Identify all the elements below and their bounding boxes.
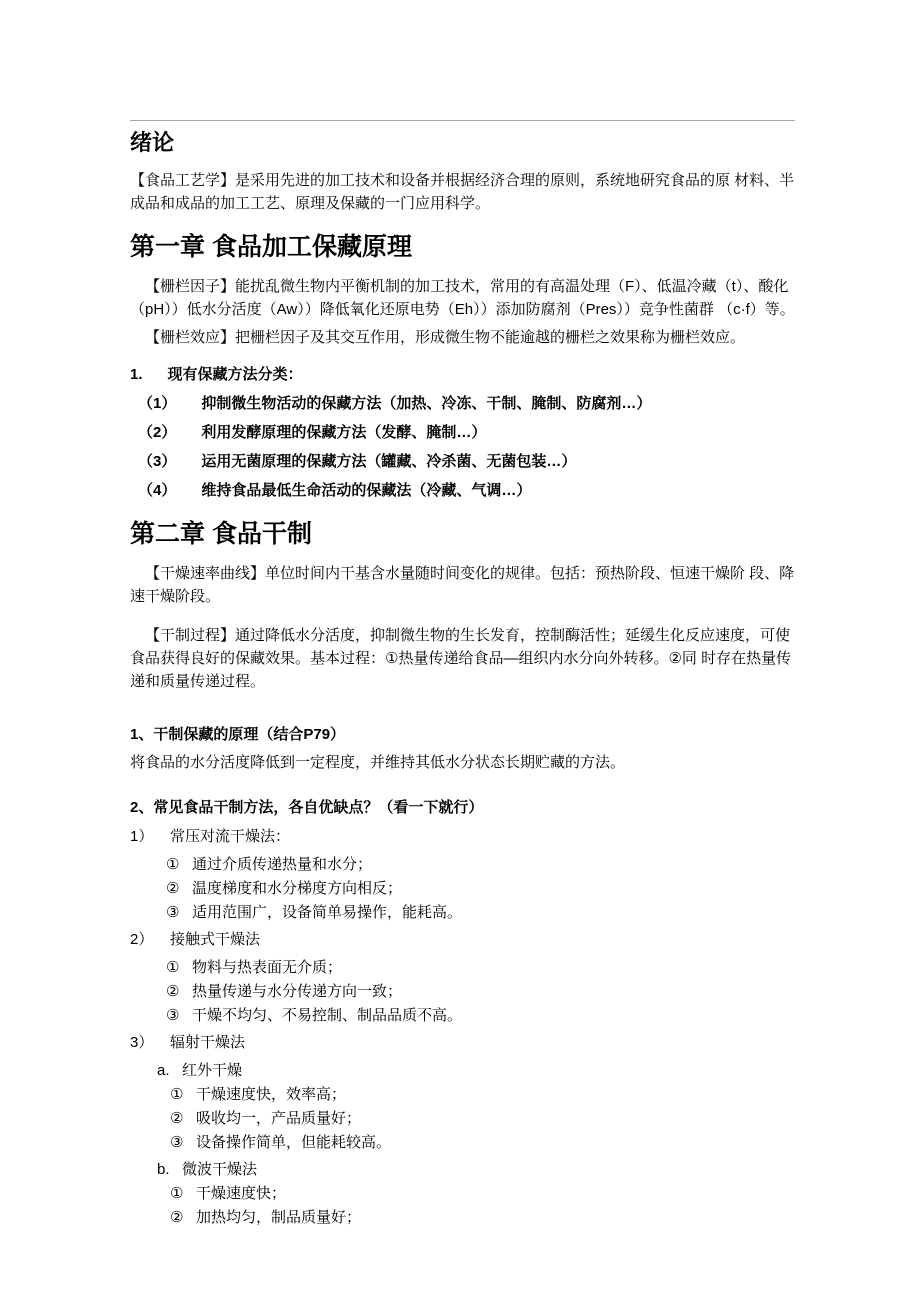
method-1-point-1: ① 通过介质传递热量和水分；: [166, 856, 372, 873]
method-1-point-3: ③ 适用范围广，设备简单易操作，能耗高。: [166, 904, 462, 921]
preservation-methods-heading: 1. 现有保藏方法分类：: [130, 366, 303, 383]
preservation-method-item-4: （4） 维持食品最低生命活动的保藏法（冷藏、气调…）: [138, 482, 532, 499]
method-2-point-1: ① 物料与热表面无介质；: [166, 959, 342, 976]
para-hurdle-effect: 【栅栏效应】把栅栏因子及其交互作用，形成微生物不能逾越的栅栏之效果称为栅栏效应。: [145, 329, 746, 346]
drying-methods-heading: 2、常见食品干制方法，各自优缺点？（看一下就行）: [130, 799, 484, 816]
method-3b-microwave-heading: b. 微波干燥法: [157, 1161, 258, 1178]
para-drying-process: 【干制过程】通过降低水分活度，抑制微生物的生长发育，控制酶活性；延缓生化反应速度，可使食品获得良好的保藏效果。基本过程：①热量传递给食品—组织内水分向外转移。②同 时存在热量传递和质量传递过程。: [130, 627, 792, 690]
method-3b-point-1: ① 干燥速度快；: [170, 1185, 286, 1202]
drying-principle-heading: 1、干制保藏的原理（结合P79）: [130, 726, 346, 743]
header-rule: [130, 120, 795, 121]
para-hurdle-factor: 【栅栏因子】能扰乱微生物内平衡机制的加工技术，常用的有高温处理（F）、低温冷藏（t）、酸化（pH））低水分活度（Aw））降低氧化还原电势（Eh））添加防腐剂（Pres））竞争性菌群 （c·f）等。: [130, 278, 795, 318]
method-3b-point-2: ② 加热均匀，制品质量好；: [170, 1209, 361, 1226]
method-2-contact-heading: 2） 接触式干燥法: [130, 931, 261, 948]
preservation-method-item-2: （2） 利用发酵原理的保藏方法（发酵、腌制…）: [138, 424, 487, 441]
intro-heading: 绪论: [130, 130, 175, 155]
method-3a-infrared-heading: a. 红外干燥: [157, 1062, 243, 1079]
method-1-point-2: ② 温度梯度和水分梯度方向相反；: [166, 880, 402, 897]
method-1-convection-heading: 1） 常压对流干燥法：: [130, 828, 291, 845]
preservation-method-item-1: （1） 抑制微生物活动的保藏方法（加热、冷冻、干制、腌制、防腐剂…）: [138, 395, 652, 412]
method-2-point-3: ③ 干燥不均匀、不易控制、制品品质不高。: [166, 1007, 462, 1024]
para-food-technology-definition: 【食品工艺学】是采用先进的加工技术和设备并根据经济合理的原则，系统地研究食品的原 材料、半成品和成品的加工工艺、原理及保藏的一门应用科学。: [130, 172, 795, 212]
method-3-radiation-heading: 3） 辐射干燥法: [130, 1034, 246, 1051]
method-3a-point-3: ③ 设备操作简单，但能耗较高。: [170, 1134, 391, 1151]
preservation-method-item-3: （3） 运用无菌原理的保藏方法（罐藏、冷杀菌、无菌包装…）: [138, 453, 577, 470]
method-2-point-2: ② 热量传递与水分传递方向一致；: [166, 983, 402, 1000]
chapter2-heading: 第二章 食品干制: [130, 520, 312, 548]
method-3a-point-1: ① 干燥速度快，效率高；: [170, 1086, 346, 1103]
method-3a-point-2: ② 吸收均一，产品质量好；: [170, 1110, 361, 1127]
para-drying-rate-curve: 【干燥速率曲线】单位时间内干基含水量随时间变化的规律。包括：预热阶段、恒速干燥阶 段、降速干燥阶段。: [130, 565, 795, 605]
para-drying-principle: 将食品的水分活度降低到一定程度，并维持其低水分状态长期贮藏的方法。: [130, 754, 626, 771]
chapter1-heading: 第一章 食品加工保藏原理: [130, 233, 412, 261]
